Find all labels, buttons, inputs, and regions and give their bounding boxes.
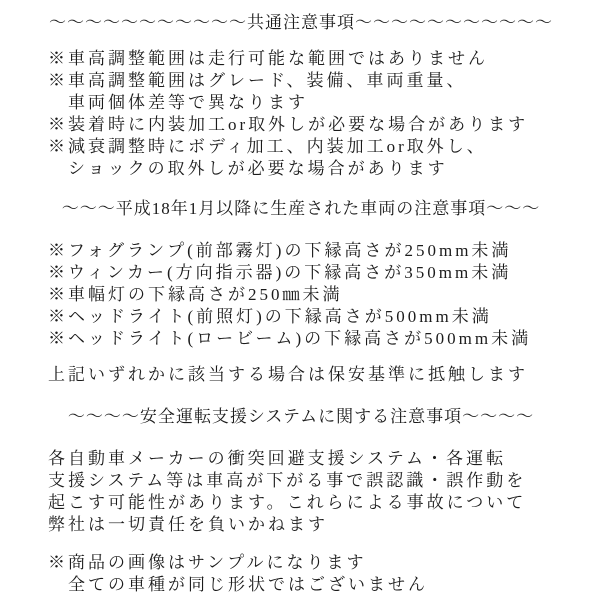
common-notes-section: [20, 48, 582, 180]
common-notes-header: ～～～～～～～～～～～共通注意事項～～～～～～～～～～～: [49, 13, 553, 32]
safety-paragraph-line: 各自動車メーカーの衝突回避支援システム・各運転: [48, 449, 506, 468]
sample-note-continuation: 全ての車種が同じ形状ではございません: [68, 575, 428, 594]
common-note-continuation: ショックの取外しが必要な場合があります: [68, 159, 448, 178]
safety-paragraph-section: [20, 448, 582, 536]
lamp-height-section: [20, 240, 582, 350]
safety-paragraph-line: 支援システム等は車高が下がる事で誤認識・誤作動を: [48, 471, 527, 490]
common-note-line: ※車高調整範囲はグレード、装備、車両重量、: [48, 71, 467, 90]
lamp-note-sidemarker: ※車幅灯の下縁高さが250㎜未満: [48, 285, 343, 304]
common-note-line: ※車高調整範囲は走行可能な範囲ではありません: [48, 49, 488, 68]
common-note-continuation: 車両個体差等で異なります: [68, 93, 308, 112]
safety-paragraph-line: 起こす可能性があります。これらによる事故について: [48, 493, 527, 512]
safety-system-header: ～～～～安全運転支援システムに関する注意事項～～～～: [67, 407, 535, 426]
lamp-note-foglamp: ※フォグランプ(前部霧灯)の下縁高さが250mm未満: [48, 241, 512, 260]
sample-image-section: [20, 552, 582, 596]
lamp-note-lowbeam: ※ヘッドライト(ロービーム)の下縁高さが500mm未満: [48, 329, 532, 348]
safety-paragraph-line: 弊社は一切責任を負いかねます: [48, 515, 328, 534]
sample-note-line: ※商品の画像はサンプルになります: [48, 553, 367, 572]
lamp-note-turnsignal: ※ウィンカー(方向指示器)の下縁高さが350mm未満: [48, 263, 512, 282]
lamp-note-headlight: ※ヘッドライト(前照灯)の下縁高さが500mm未満: [48, 307, 492, 326]
lamp-conclusion-line: 上記いずれかに該当する場合は保安基準に抵触します: [48, 365, 528, 384]
common-note-line: ※減衰調整時にボディ加工、内装加工or取外し、: [48, 137, 487, 156]
common-note-line: ※装着時に内装加工or取外しが必要な場合があります: [48, 115, 529, 134]
heisei18-vehicles-header: ～～～平成18年1月以降に生産された車両の注意事項～～～: [61, 199, 541, 218]
